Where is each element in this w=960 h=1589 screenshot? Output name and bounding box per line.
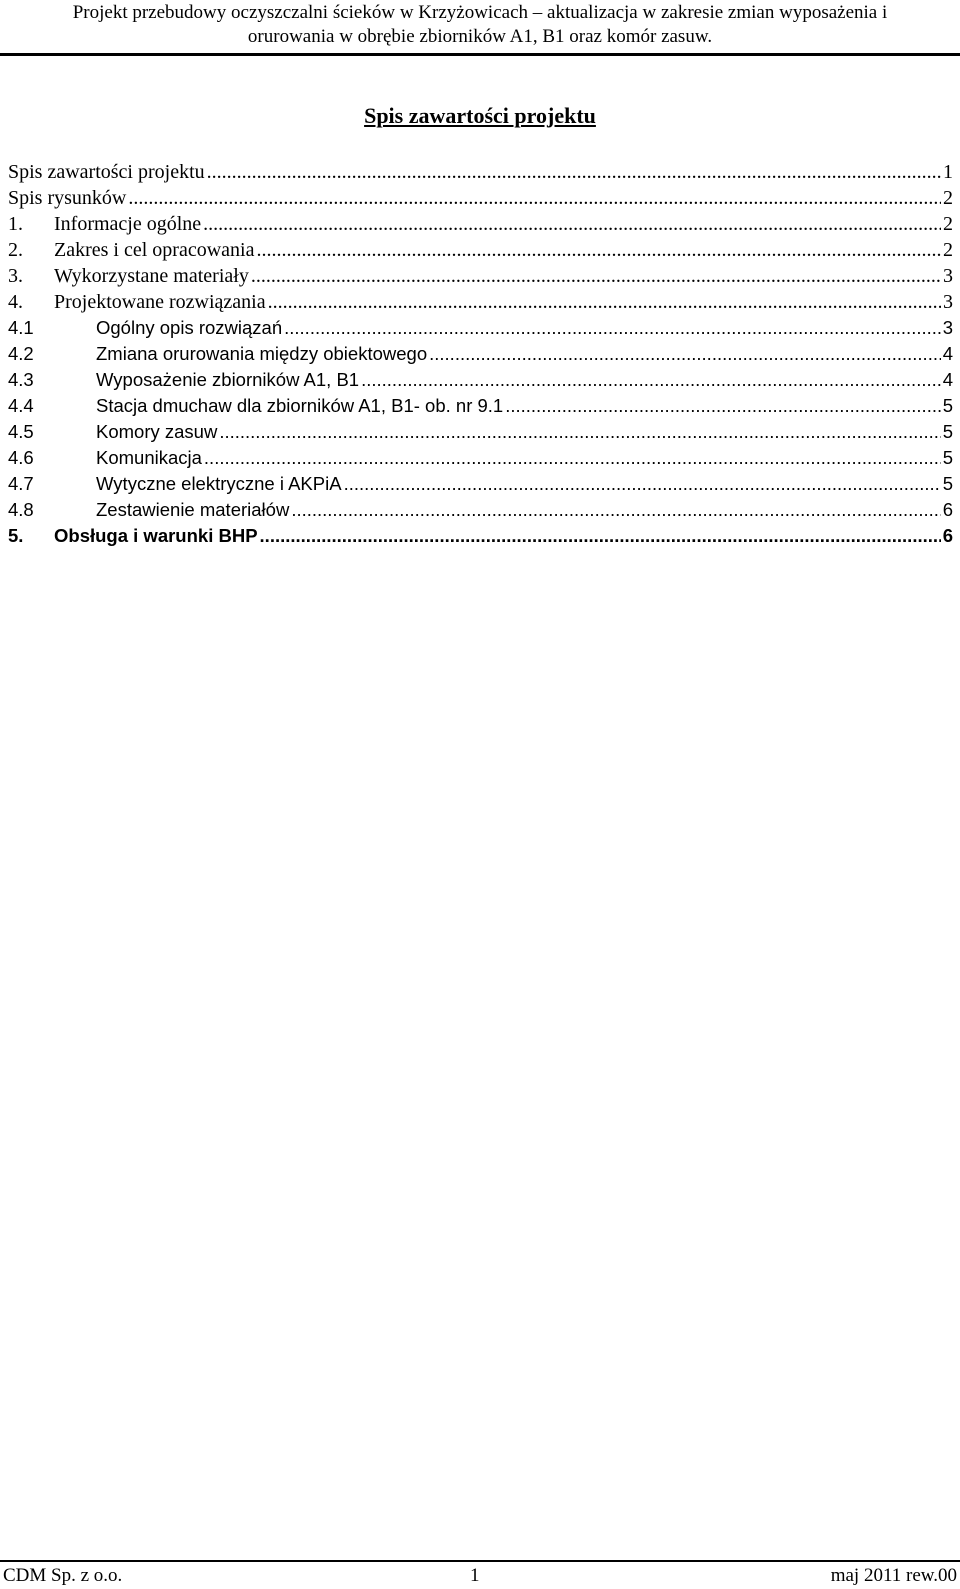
toc-entry-page: 5 [942,447,953,468]
footer-date-revision: maj 2011 rew.00 [830,1565,957,1586]
toc-leader-dots [260,523,941,549]
toc-entry-page: 6 [942,525,953,546]
toc-entry[interactable] [8,211,953,237]
toc-entry-number: 4. [8,291,23,313]
toc-leader-dots [203,211,941,237]
toc-entry[interactable] [8,419,953,445]
page-header [0,0,960,56]
toc-entry-number: 4.2 [8,343,34,364]
toc-entry[interactable] [8,393,953,419]
toc-leader-dots [429,341,941,367]
toc-entry-number: 4.6 [8,447,34,468]
toc-entry-number: 1. [8,213,23,235]
toc-leader-dots [268,289,941,315]
toc-entry-page: 4 [942,343,953,364]
toc-entry-text: Informacje ogólne [54,213,202,235]
toc-entry-text: Ogólny opis rozwiązań [96,317,283,338]
toc-entry-page: 2 [943,239,953,261]
toc-entry-number: 4.7 [8,473,34,494]
toc-entry-number: 4.5 [8,421,34,442]
toc-leader-dots [256,237,941,263]
toc-entry-page: 5 [942,473,953,494]
footer-company: CDM Sp. z o.o. [3,1565,123,1586]
toc-leader-dots [204,445,941,471]
toc-entry-text: Wykorzystane materiały [54,265,249,287]
toc-entry-text: Zakres i cel opracowania [54,239,255,261]
toc-entry-page: 3 [943,291,953,313]
toc-entry-text: Zmiana orurowania między obiektowego [96,343,428,364]
page-footer [0,1560,960,1589]
toc-entry-text: Komory zasuw [96,421,218,442]
toc-entry[interactable] [8,445,953,471]
toc-title: Spis zawartości projektu [364,103,596,128]
toc-entry-page: 4 [942,369,953,390]
toc-entry[interactable] [8,367,953,393]
toc-leader-dots [207,159,941,185]
toc-entry-text: Wytyczne elektryczne i AKPiA [96,473,342,494]
toc-entry-number: 4.3 [8,369,34,390]
toc-leader-dots [344,471,941,497]
toc-entry-page: 6 [942,499,953,520]
header-line-1: Projekt przebudowy oczyszczalni ścieków w Krzyżowicach – aktualizacja w zakresie zmian wyposażenia i [72,2,888,23]
toc-entry-text: Komunikacja [96,447,202,468]
toc-leader-dots [251,263,941,289]
toc-entry-page: 1 [943,161,953,183]
toc-leader-dots [505,393,940,419]
toc-entry-number: 4.8 [8,499,34,520]
toc-entry[interactable] [8,237,953,263]
toc-entry[interactable] [8,263,953,289]
toc-entry-number: 4.4 [8,395,34,416]
footer-page-number: 1 [470,1565,480,1586]
toc-entry-text: Spis rysunków [8,187,127,209]
toc-entry-page: 5 [942,395,953,416]
toc-entry[interactable] [8,497,953,523]
toc-entry-page: 5 [942,421,953,442]
toc-entry-number: 2. [8,239,23,261]
toc-leader-dots [291,497,940,523]
header-line-2: orurowania w obrębie zbiorników A1, B1 oraz komór zasuw. [247,26,713,47]
toc-entry-page: 2 [943,187,953,209]
toc-leader-dots [219,419,940,445]
toc-entry-number: 4.1 [8,317,34,338]
toc-entry-page: 3 [942,317,953,338]
toc-entry-page: 3 [943,265,953,287]
toc-entry-text: Stacja dmuchaw dla zbiorników A1, B1- ob. nr 9.1 [96,395,504,416]
toc-entry[interactable] [8,523,953,549]
toc-leader-dots [128,185,941,211]
toc-entry-text: Wyposażenie zbiorników A1, B1 [96,369,360,390]
toc-entry[interactable] [8,471,953,497]
toc-entry[interactable] [8,185,953,211]
toc-entry[interactable] [8,289,953,315]
toc-entry-text: Spis zawartości projektu [8,161,205,183]
toc-entry-text: Obsługa i warunki BHP [54,525,258,546]
toc-leader-dots [284,315,941,341]
table-of-contents [8,159,953,549]
toc-entry-page: 2 [943,213,953,235]
toc-entry[interactable] [8,341,953,367]
toc-entry-text: Zestawienie materiałów [96,499,290,520]
toc-entry-number: 3. [8,265,23,287]
toc-leader-dots [361,367,941,393]
toc-entry-text: Projektowane rozwiązania [54,291,266,313]
toc-entry[interactable] [8,159,953,185]
toc-entry[interactable] [8,315,953,341]
toc-entry-number: 5. [8,525,24,546]
